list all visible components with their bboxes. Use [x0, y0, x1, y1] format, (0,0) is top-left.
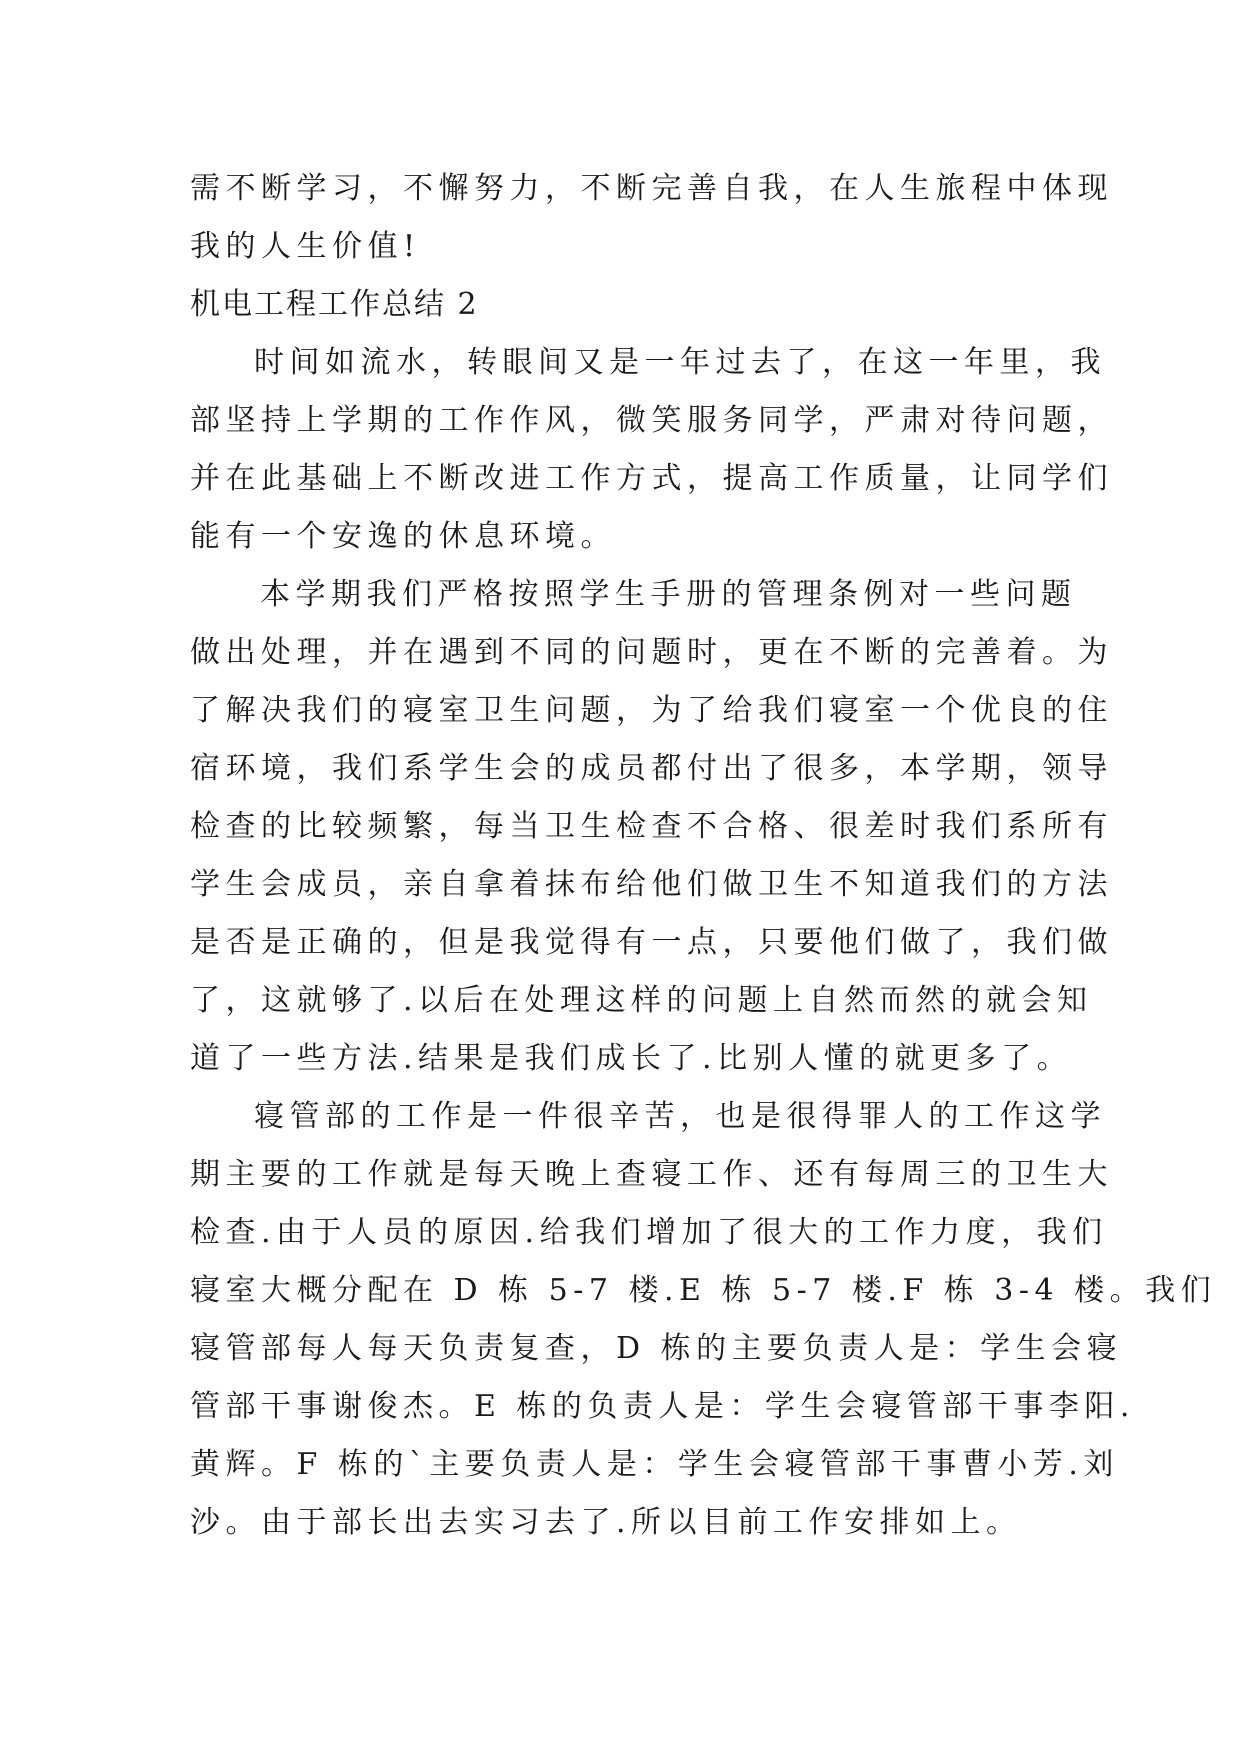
intro-line-2: 我的人生价值!	[190, 229, 421, 264]
paragraph-2-line-2: 做出处理，并在遇到不同的问题时，更在不断的完善着。为	[190, 635, 1113, 670]
paragraph-2-line-4: 宿环境，我们系学生会的成员都付出了很多，本学期，领导	[190, 751, 1113, 786]
paragraph-3-line-4: 寝室大概分配在 D 栋 5-7 楼.E 栋 5-7 楼.F 栋 3-4 楼。我们	[190, 1273, 1217, 1308]
paragraph-3-line-8: 沙。由于部长出去实习去了.所以目前工作安排如上。	[190, 1505, 1022, 1540]
paragraph-2-line-6: 学生会成员，亲自拿着抹布给他们做卫生不知道我们的方法	[190, 867, 1113, 902]
paragraph-1-line-3: 并在此基础上不断改进工作方式，提高工作质量，让同学们	[190, 461, 1113, 496]
paragraph-1-line-2: 部坚持上学期的工作作风，微笑服务同学，严肃对待问题，	[190, 403, 1113, 438]
section-title: 机电工程工作总结 2	[190, 287, 479, 322]
paragraph-3-line-7: 黄辉。F 栋的`主要负责人是：学生会寝管部干事曹小芳.刘	[190, 1447, 1119, 1482]
paragraph-1-line-4: 能有一个安逸的休息环境。	[190, 519, 616, 554]
document-page	[190, 160, 1217, 1552]
paragraph-2-line-3: 了解决我们的寝室卫生问题，为了给我们寝室一个优良的住	[190, 693, 1113, 728]
paragraph-3-line-3: 检查.由于人员的原因.给我们增加了很大的工作力度，我们	[190, 1215, 1108, 1250]
paragraph-2-line-7: 是否是正确的，但是我觉得有一点，只要他们做了，我们做	[190, 925, 1113, 960]
paragraph-3-line-2: 期主要的工作就是每天晚上查寝工作、还有每周三的卫生大	[190, 1157, 1113, 1192]
intro-line-1: 需不断学习，不懈努力，不断完善自我，在人生旅程中体现	[190, 171, 1113, 206]
paragraph-2-line-5: 检查的比较频繁，每当卫生检查不合格、很差时我们系所有	[190, 809, 1113, 844]
paragraph-2-line-8: 了，这就够了.以后在处理这样的问题上自然而然的就会知	[190, 983, 1093, 1018]
paragraph-1-line-1: 时间如流水，转眼间又是一年过去了，在这一年里，我	[254, 345, 1106, 380]
paragraph-3-line-5: 寝管部每人每天负责复查，D 栋的主要负责人是：学生会寝	[190, 1331, 1123, 1366]
paragraph-3-line-6: 管部干事谢俊杰。E 栋的负责人是：学生会寝管部干事李阳.	[190, 1389, 1135, 1424]
paragraph-3-line-1: 寝管部的工作是一件很辛苦，也是很得罪人的工作这学	[254, 1099, 1106, 1134]
paragraph-2-line-9: 道了一些方法.结果是我们成长了.比别人懂的就更多了。	[190, 1041, 1073, 1076]
paragraph-2-line-1: 本学期我们严格按照学生手册的管理条例对一些问题	[260, 577, 1077, 612]
